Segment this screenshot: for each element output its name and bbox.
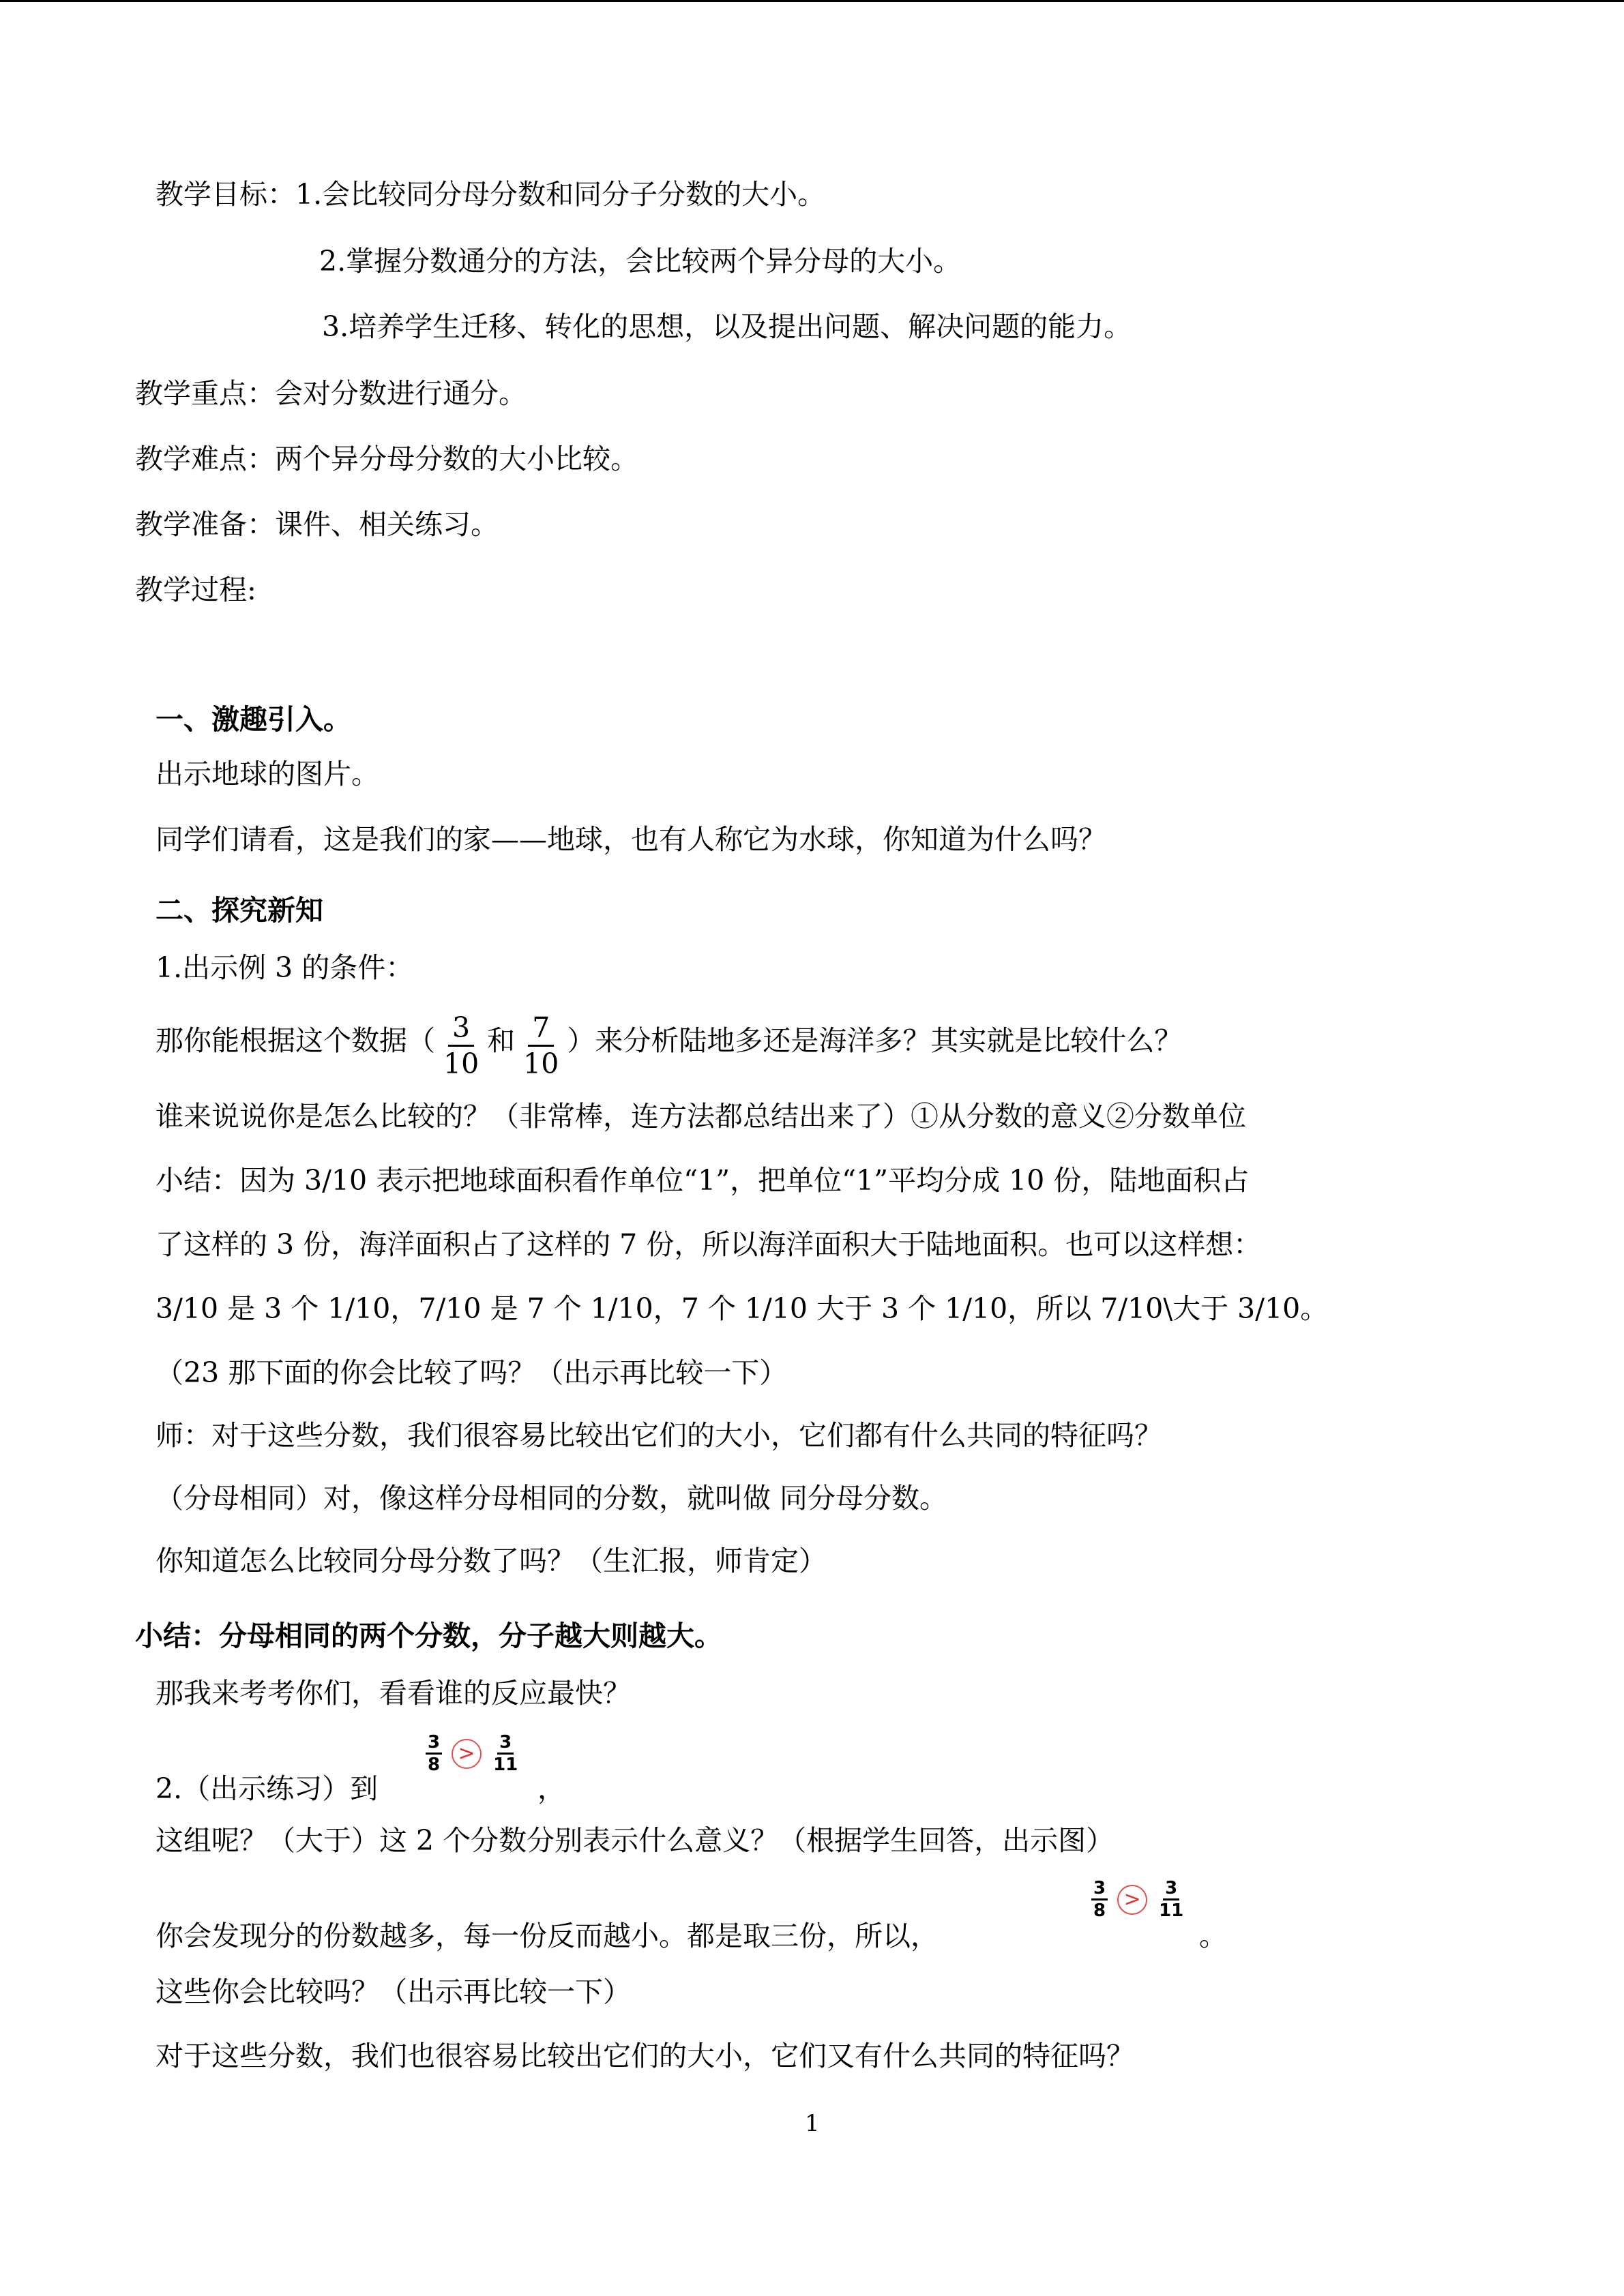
fraction-numerator: 3 [1091,1878,1108,1900]
section2-line-2: 小结：因为 3/10 表示把地球面积看作单位“1”，把单位“1”平均分成 10 份，陆地面积占 [156,1164,1250,1197]
page-top-rule [0,0,1624,2]
fraction-denominator: 10 [523,1047,559,1080]
fraction-numerator: 3 [448,1011,474,1047]
greater-than-symbol: > [1117,1885,1147,1915]
goal-item-1: 1.会比较同分母分数和同分子分数的大小。 [295,178,826,211]
section2-line-8: 你知道怎么比较同分母分数了吗？（生汇报，师肯定） [156,1545,827,1577]
discover-text: 你会发现分的份数越多，每一份反而越小。都是取三份，所以， [156,1920,939,1952]
section2-line-4: 3/10 是 3 个 1/10，7/10 是 7 个 1/10，7 个 1/10 大于 3 个 1/10，所以 7/10\大于 3/10。 [156,1292,1329,1325]
fraction-denominator: 11 [1159,1900,1184,1921]
last-line: 对于这些分数，我们也很容易比较出它们的大小，它们又有什么共同的特征吗？ [156,2040,1134,2072]
section1-line-1: 出示地球的图片。 [156,758,379,790]
question-after: ）来分析陆地多还是海洋多？其实就是比较什么？ [567,1024,1183,1057]
page-number: 1 [805,2110,820,2137]
section2-line-7: （分母相同）对，像这样分母相同的分数，就叫做 同分母分数。 [156,1482,948,1515]
goals-label: 教学目标： [156,178,295,211]
fraction-7-10 [519,1011,563,1081]
key-point: 教学重点：会对分数进行通分。 [135,377,527,410]
practice-text: 2.（出示练习）到 [156,1772,379,1805]
difficulty: 教学难点：两个异分母分数的大小比较。 [135,443,638,475]
fraction-denominator: 11 [493,1755,518,1775]
fraction-denominator: 10 [443,1047,479,1080]
goals-line-1 [156,175,825,214]
example-label: 1.出示例 3 的条件： [156,951,414,984]
practice-end: ， [537,1772,565,1805]
preparation: 教学准备：课件、相关练习。 [135,508,499,541]
process-label: 教学过程: [135,573,256,606]
question-before: 那你能根据这个数据（ [156,1024,435,1057]
fraction-numerator: 3 [1163,1878,1179,1900]
section2-line-3: 了这样的 3 份，海洋面积占了这样的 7 份，所以海洋面积大于陆地面积。也可以这样想： [156,1228,1262,1261]
this-group-line: 这组呢？（大于）这 2 个分数分别表示什么意义？（根据学生回答，出示图） [156,1824,1114,1857]
section2-line-5: （23 那下面的你会比较了吗？（出示再比较一下） [156,1356,788,1389]
discover-end: 。 [1199,1920,1227,1952]
section2-line-6: 师：对于这些分数，我们很容易比较出它们的大小，它们都有什么共同的特征吗？ [156,1419,1162,1452]
fraction-numerator: 7 [528,1011,554,1047]
fraction-3-11 [491,1732,520,1775]
fraction-3-11 [1157,1878,1185,1921]
fraction-denominator: 8 [428,1755,441,1775]
section1-heading: 一、激趣引入。 [156,703,351,736]
goal-item-2: 2.掌握分数通分的方法，会比较两个异分母的大小。 [319,245,962,278]
quiz-line: 那我来考考你们，看看谁的反应最快？ [156,1677,631,1710]
fraction-3-8 [426,1732,442,1775]
can-compare-line: 这些你会比较吗？（出示再比较一下） [156,1976,631,2008]
fraction-3-8 [1091,1878,1108,1921]
section2-line-1: 谁来说说你是怎么比较的？（非常棒，连方法都总结出来了）①从分数的意义②分数单位 [156,1100,1246,1133]
summary: 小结：分母相同的两个分数，分子越大则越大。 [135,1620,722,1652]
question-line [156,1007,1182,1078]
greater-than-symbol: > [452,1739,482,1769]
fraction-3-10 [439,1011,483,1081]
fraction-denominator: 8 [1093,1900,1106,1921]
practice-comparison [426,1732,520,1775]
discover-comparison [1091,1878,1185,1921]
section2-heading: 二、探究新知 [156,894,323,927]
fraction-numerator: 3 [426,1732,442,1755]
fraction-numerator: 3 [497,1732,514,1755]
section1-line-2: 同学们请看，这是我们的家——地球，也有人称它为水球，你知道为什么吗？ [156,823,1106,856]
question-mid: 和 [487,1024,516,1057]
goal-item-3: 3.培养学生迁移、转化的思想，以及提出问题、解决问题的能力。 [322,310,1132,343]
